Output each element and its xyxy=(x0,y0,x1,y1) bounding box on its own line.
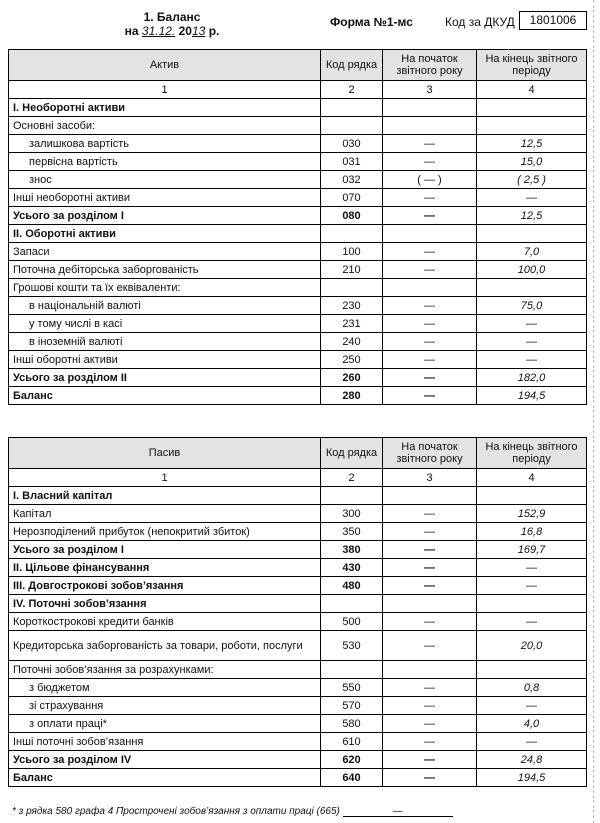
row-code xyxy=(321,279,383,297)
table-row xyxy=(9,315,587,333)
row-code: 380 xyxy=(321,541,383,559)
table-row xyxy=(9,117,587,135)
row-label: Запаси xyxy=(9,243,321,261)
table-row xyxy=(9,207,587,225)
row-end-value: 169,7 xyxy=(477,541,587,559)
row-end-value xyxy=(477,487,587,505)
table-row xyxy=(9,225,587,243)
row-begin-value: — xyxy=(383,207,477,225)
row-label: II. Цільове фінансування xyxy=(9,559,321,577)
row-code: 620 xyxy=(321,751,383,769)
table-row xyxy=(9,487,587,505)
column-number: 1 xyxy=(9,81,321,99)
row-label: I. Власний капітал xyxy=(9,487,321,505)
row-begin-value: — xyxy=(383,577,477,595)
table-row xyxy=(9,577,587,595)
row-begin-value: — xyxy=(383,243,477,261)
table-row xyxy=(9,189,587,207)
table-row xyxy=(9,541,587,559)
row-begin-value xyxy=(383,117,477,135)
row-label: Поточна дебіторська заборгованість xyxy=(9,261,321,279)
row-begin-value xyxy=(383,99,477,117)
row-end-value xyxy=(477,595,587,613)
footnote-text: * з рядка 580 графа 4 Прострочені зобов’язання з оплати праці (665) xyxy=(12,806,340,817)
row-label: зі страхування xyxy=(9,697,321,715)
liability-number-row xyxy=(9,469,587,487)
row-end-value xyxy=(477,117,587,135)
row-code: 031 xyxy=(321,153,383,171)
table-row xyxy=(9,333,587,351)
document-header xyxy=(0,6,600,46)
row-label: Основні засоби: xyxy=(9,117,321,135)
row-begin-value: — xyxy=(383,751,477,769)
row-begin-value: — xyxy=(383,523,477,541)
row-label: у тому числі в касі xyxy=(9,315,321,333)
row-code: 610 xyxy=(321,733,383,751)
table-row xyxy=(9,769,587,787)
row-code: 300 xyxy=(321,505,383,523)
row-label: з бюджетом xyxy=(9,679,321,697)
year-suffix: 13 xyxy=(191,24,206,38)
row-begin-value: — xyxy=(383,679,477,697)
row-label: Короткострокові кредити банків xyxy=(9,613,321,631)
table-row xyxy=(9,387,587,405)
asset-body xyxy=(9,99,587,405)
table-row xyxy=(9,369,587,387)
row-code: 210 xyxy=(321,261,383,279)
header-cell: Код рядка xyxy=(321,50,383,81)
row-end-value: ( 2,5 ) xyxy=(477,171,587,189)
row-end-value: 4,0 xyxy=(477,715,587,733)
row-label: знос xyxy=(9,171,321,189)
row-label: Баланс xyxy=(9,387,321,405)
row-label: III. Довгострокові зобов’язання xyxy=(9,577,321,595)
row-end-value: 100,0 xyxy=(477,261,587,279)
row-code: 280 xyxy=(321,387,383,405)
year-prefix: 20 xyxy=(178,24,192,38)
row-label: IV. Поточні зобов’язання xyxy=(9,595,321,613)
date-prefix: на xyxy=(124,24,139,38)
row-code: 032 xyxy=(321,171,383,189)
row-code xyxy=(321,661,383,679)
header-cell: Код рядка xyxy=(321,438,383,469)
row-code: 580 xyxy=(321,715,383,733)
row-begin-value: — xyxy=(383,505,477,523)
liability-body xyxy=(9,487,587,787)
row-code: 070 xyxy=(321,189,383,207)
row-code: 030 xyxy=(321,135,383,153)
row-label: з оплати праці* xyxy=(9,715,321,733)
column-number: 3 xyxy=(383,81,477,99)
row-begin-value: — xyxy=(383,153,477,171)
row-label: Поточні зобов’язання за розрахунками: xyxy=(9,661,321,679)
row-end-value: 7,0 xyxy=(477,243,587,261)
row-begin-value xyxy=(383,279,477,297)
asset-number-row xyxy=(9,81,587,99)
row-code: 250 xyxy=(321,351,383,369)
row-code: 100 xyxy=(321,243,383,261)
row-end-value: — xyxy=(477,315,587,333)
row-code: 260 xyxy=(321,369,383,387)
column-number: 2 xyxy=(321,81,383,99)
table-row xyxy=(9,135,587,153)
table-row xyxy=(9,679,587,697)
row-code: 230 xyxy=(321,297,383,315)
column-number: 3 xyxy=(383,469,477,487)
table-row xyxy=(9,715,587,733)
year-unit: р. xyxy=(208,24,220,38)
row-code: 480 xyxy=(321,577,383,595)
column-number: 2 xyxy=(321,469,383,487)
row-code: 530 xyxy=(321,631,383,661)
row-code: 430 xyxy=(321,559,383,577)
row-label: Усього за розділом II xyxy=(9,369,321,387)
table-row xyxy=(9,631,587,661)
row-code xyxy=(321,225,383,243)
row-code xyxy=(321,117,383,135)
row-label: Капітал xyxy=(9,505,321,523)
row-begin-value: — xyxy=(383,715,477,733)
row-label: I. Необоротні активи xyxy=(9,99,321,117)
form-number: Форма №1-мс xyxy=(330,15,413,29)
header-cell: На початок звітного року xyxy=(383,50,477,81)
table-row xyxy=(9,733,587,751)
row-begin-value: — xyxy=(383,261,477,279)
table-row xyxy=(9,99,587,117)
row-begin-value: — xyxy=(383,387,477,405)
row-end-value: 12,5 xyxy=(477,135,587,153)
table-row xyxy=(9,351,587,369)
row-label: Усього за розділом IV xyxy=(9,751,321,769)
row-end-value: 20,0 xyxy=(477,631,587,661)
table-row xyxy=(9,661,587,679)
row-end-value: 194,5 xyxy=(477,387,587,405)
row-begin-value xyxy=(383,225,477,243)
row-end-value: 24,8 xyxy=(477,751,587,769)
row-code xyxy=(321,487,383,505)
column-number: 1 xyxy=(9,469,321,487)
row-end-value xyxy=(477,279,587,297)
row-code: 640 xyxy=(321,769,383,787)
row-end-value: — xyxy=(477,613,587,631)
header-cell: На початок звітного року xyxy=(383,438,477,469)
row-code: 570 xyxy=(321,697,383,715)
footnote-value: — xyxy=(343,806,453,817)
table-row xyxy=(9,613,587,631)
row-label: Усього за розділом I xyxy=(9,207,321,225)
table-row xyxy=(9,297,587,315)
liability-table xyxy=(8,437,587,787)
header-cell: Актив xyxy=(9,50,321,81)
row-end-value: 194,5 xyxy=(477,769,587,787)
title-date xyxy=(117,24,227,38)
table-row xyxy=(9,505,587,523)
row-code: 080 xyxy=(321,207,383,225)
row-begin-value: — xyxy=(383,297,477,315)
table-row xyxy=(9,751,587,769)
liability-header-row xyxy=(9,438,587,469)
row-label: Інші поточні зобов’язання xyxy=(9,733,321,751)
column-number: 4 xyxy=(477,469,587,487)
row-begin-value: — xyxy=(383,189,477,207)
table-row xyxy=(9,261,587,279)
row-label: Баланс xyxy=(9,769,321,787)
table-row xyxy=(9,697,587,715)
table-row xyxy=(9,243,587,261)
row-begin-value: — xyxy=(383,351,477,369)
row-code: 500 xyxy=(321,613,383,631)
row-begin-value: — xyxy=(383,559,477,577)
row-label: в іноземній валюті xyxy=(9,333,321,351)
row-begin-value: — xyxy=(383,541,477,559)
row-end-value: 75,0 xyxy=(477,297,587,315)
column-number: 4 xyxy=(477,81,587,99)
row-begin-value: — xyxy=(383,613,477,631)
row-begin-value: — xyxy=(383,769,477,787)
row-end-value xyxy=(477,225,587,243)
date-day-month: 31.12. xyxy=(141,24,176,38)
table-row xyxy=(9,595,587,613)
row-code: 350 xyxy=(321,523,383,541)
row-end-value: — xyxy=(477,559,587,577)
table-row xyxy=(9,171,587,189)
row-end-value xyxy=(477,99,587,117)
row-end-value: — xyxy=(477,733,587,751)
footnote xyxy=(12,806,453,817)
row-label: Нерозподілений прибуток (непокритий збиток) xyxy=(9,523,321,541)
kod-value: 1801006 xyxy=(519,11,587,30)
row-end-value: 12,5 xyxy=(477,207,587,225)
row-label: Кредиторська заборгованість за товари, роботи, послуги xyxy=(9,631,321,661)
row-label: II. Оборотні активи xyxy=(9,225,321,243)
row-code xyxy=(321,99,383,117)
row-end-value: 152,9 xyxy=(477,505,587,523)
row-code: 240 xyxy=(321,333,383,351)
row-end-value xyxy=(477,661,587,679)
row-begin-value: — xyxy=(383,631,477,661)
asset-header-row xyxy=(9,50,587,81)
row-label: в національній валюті xyxy=(9,297,321,315)
table-row xyxy=(9,153,587,171)
row-end-value: 16,8 xyxy=(477,523,587,541)
header-cell: На кінець звітного періоду xyxy=(477,50,587,81)
row-end-value: — xyxy=(477,697,587,715)
table-row xyxy=(9,523,587,541)
row-end-value: — xyxy=(477,577,587,595)
row-end-value: — xyxy=(477,351,587,369)
table-row xyxy=(9,559,587,577)
row-code: 231 xyxy=(321,315,383,333)
row-code xyxy=(321,595,383,613)
row-begin-value: — xyxy=(383,135,477,153)
header-cell: Пасив xyxy=(9,438,321,469)
row-label: первісна вартість xyxy=(9,153,321,171)
asset-table xyxy=(8,49,587,405)
table-row xyxy=(9,279,587,297)
row-label: залишкова вартість xyxy=(9,135,321,153)
row-end-value: — xyxy=(477,333,587,351)
row-code: 550 xyxy=(321,679,383,697)
row-begin-value: — xyxy=(383,697,477,715)
row-begin-value: — xyxy=(383,333,477,351)
kod-label: Код за ДКУД xyxy=(445,15,515,29)
row-end-value: — xyxy=(477,189,587,207)
row-begin-value: — xyxy=(383,733,477,751)
row-begin-value xyxy=(383,595,477,613)
row-begin-value xyxy=(383,661,477,679)
header-cell: На кінець звітного періоду xyxy=(477,438,587,469)
balance-title xyxy=(117,10,227,38)
row-end-value: 15,0 xyxy=(477,153,587,171)
row-begin-value: — xyxy=(383,369,477,387)
row-label: Інші оборотні активи xyxy=(9,351,321,369)
row-end-value: 182,0 xyxy=(477,369,587,387)
row-label: Інші необоротні активи xyxy=(9,189,321,207)
row-begin-value: — xyxy=(383,315,477,333)
row-label: Усього за розділом I xyxy=(9,541,321,559)
row-begin-value: ( — ) xyxy=(383,171,477,189)
row-begin-value xyxy=(383,487,477,505)
row-end-value: 0,8 xyxy=(477,679,587,697)
title-text: 1. Баланс xyxy=(143,10,201,24)
row-label: Грошові кошти та їх еквіваленти: xyxy=(9,279,321,297)
